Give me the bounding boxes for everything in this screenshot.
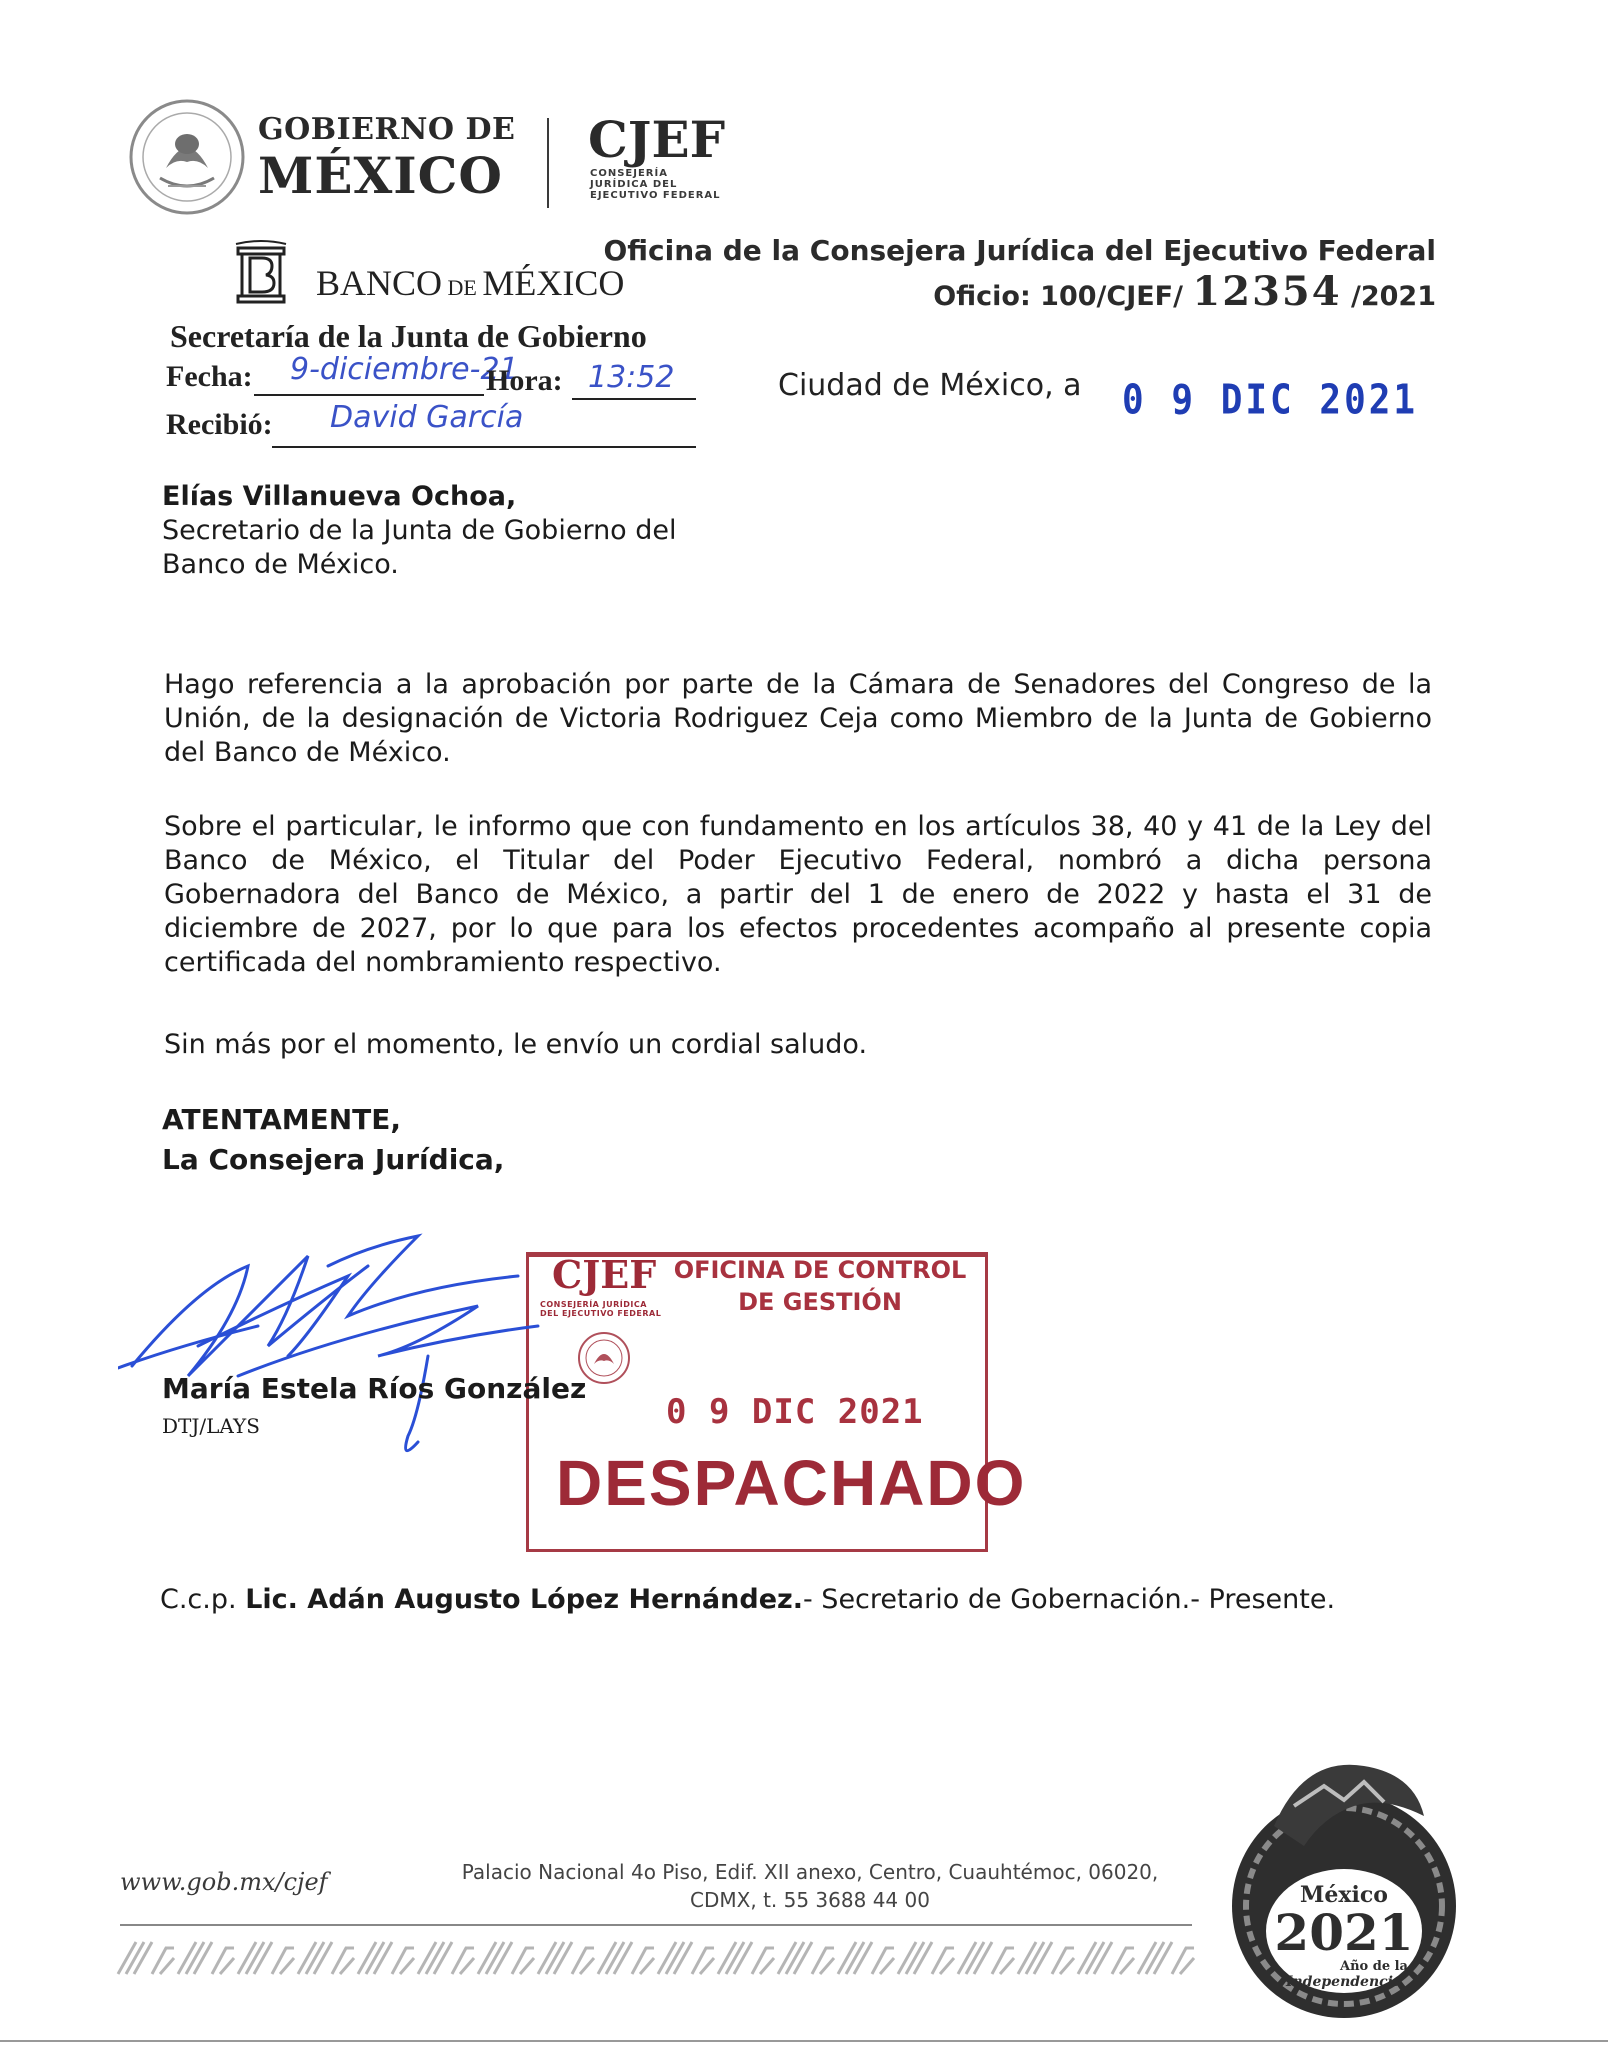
fecha-label: Fecha:: [166, 360, 253, 393]
oficio-year: /2021: [1350, 281, 1436, 312]
logo-year-text: 2021: [1274, 1903, 1414, 1962]
recibio-label: Recibió:: [166, 408, 273, 441]
logo-mexico-text: México: [1300, 1882, 1388, 1908]
dispatch-stamp-cjef-subtitle: CONSEJERÍA JURÍDICA DEL EJECUTIVO FEDERAL: [540, 1300, 662, 1318]
government-name-line2: MÉXICO: [258, 146, 503, 205]
footer-website-link[interactable]: www.gob.mx/cjef: [120, 1868, 328, 1896]
closing-role: La Consejera Jurídica,: [162, 1143, 505, 1176]
addressee-name: Elías Villanueva Ochoa,: [162, 481, 517, 512]
recibio-line: [272, 446, 696, 448]
addressee-position: Secretario de la Junta de Gobierno del: [162, 515, 677, 546]
body-paragraph-1: Hago referencia a la aprobación por parte de la Cámara de Senadores del Congreso de la Unión, de la designación de Victoria Rodriguez Ceja como Miembro de la Junta de Gobierno del Banco de México.: [164, 669, 1432, 768]
addressee-institution: Banco de México.: [162, 549, 399, 580]
page-bottom-rule: [0, 2040, 1608, 2042]
body-paragraph-3: Sin más por el momento, le envío un cordial saludo.: [164, 1029, 868, 1060]
dispatch-stamp-office: OFICINA DE CONTROL DE GESTIÓN: [673, 1256, 967, 1316]
closing-block: [162, 1100, 504, 1180]
handwritten-signature: [118, 1226, 578, 1486]
dispatch-stamp-status: DESPACHADO: [556, 1447, 1027, 1519]
oficio-number: 12354: [1192, 268, 1342, 315]
footer-divider: [120, 1924, 1192, 1926]
decorative-greca-pattern: [116, 1934, 1196, 1982]
ccp-suffix: - Secretario de Gobernación.- Presente.: [802, 1584, 1336, 1615]
dispatch-stamp-date: 0 9 DIC 2021: [666, 1392, 924, 1432]
ccp-prefix: C.c.p.: [160, 1584, 237, 1615]
fecha-handwritten-value: 9-diciembre-21: [290, 352, 519, 387]
fecha-line: [254, 394, 484, 396]
banxico-logo-icon: [232, 240, 290, 306]
hora-label: Hora:: [486, 364, 563, 397]
addressee-block: [162, 480, 677, 582]
cjef-logo-title: CJEF: [588, 110, 726, 169]
place-and-date: Ciudad de México, a: [778, 368, 1082, 403]
typist-initials: DTJ/LAYS: [162, 1414, 260, 1438]
logo-independencia-text: Independencia: [1285, 1974, 1403, 1990]
recibio-handwritten-value: David García: [330, 400, 524, 435]
signer-name: María Estela Ríos González: [162, 1372, 587, 1405]
oficio-label: Oficio: 100/CJEF/: [933, 281, 1183, 312]
hora-handwritten-value: 13:52: [588, 360, 675, 395]
government-name-line1: GOBIERNO DE: [258, 112, 516, 147]
date-stamp: 0 9 DIC 2021: [1122, 376, 1419, 425]
mexico-2021-independence-logo: [1214, 1746, 1474, 2036]
secretaria-junta-label: Secretaría de la Junta de Gobierno: [170, 318, 647, 354]
office-title: Oficina de la Consejera Jurídica del Ejecutivo Federal: [603, 234, 1436, 267]
oficio-reference: [933, 268, 1436, 315]
header-divider: [547, 118, 549, 208]
body-paragraph-2: Sobre el particular, le informo que con fundamento en los artículos 38, 40 y 41 de la Ley del Banco de México, el Titular del Poder Ejecutivo Federal, nombró a dicha persona Gobernadora del Banco de México, a partir del 1 de enero de 2022 y hasta el 31 de diciembre de 2027, por lo que para los efectos procedentes acompaño al presente copia certificada del nombramiento respectivo.: [164, 811, 1432, 978]
cjef-logo-subtitle: CONSEJERÍA JURÍDICA DEL EJECUTIVO FEDERAL: [590, 168, 721, 201]
hora-line: [572, 398, 696, 400]
closing-atentamente: ATENTAMENTE,: [162, 1103, 402, 1136]
ccp-name: Lic. Adán Augusto López Hernández.: [245, 1584, 803, 1615]
banxico-name: BANCO DE MÉXICO: [316, 263, 625, 303]
logo-ano-text: Año de la: [1340, 1959, 1408, 1974]
footer-address: Palacio Nacional 4o Piso, Edif. XII anexo, Centro, Cuauhtémoc, 06020, CDMX, t. 55 3688 44 00: [461, 1860, 1159, 1912]
carbon-copy-line: [160, 1584, 1335, 1615]
coat-of-arms-seal-icon: [128, 98, 246, 216]
dispatch-stamp-cjef: CJEF: [552, 1252, 657, 1297]
